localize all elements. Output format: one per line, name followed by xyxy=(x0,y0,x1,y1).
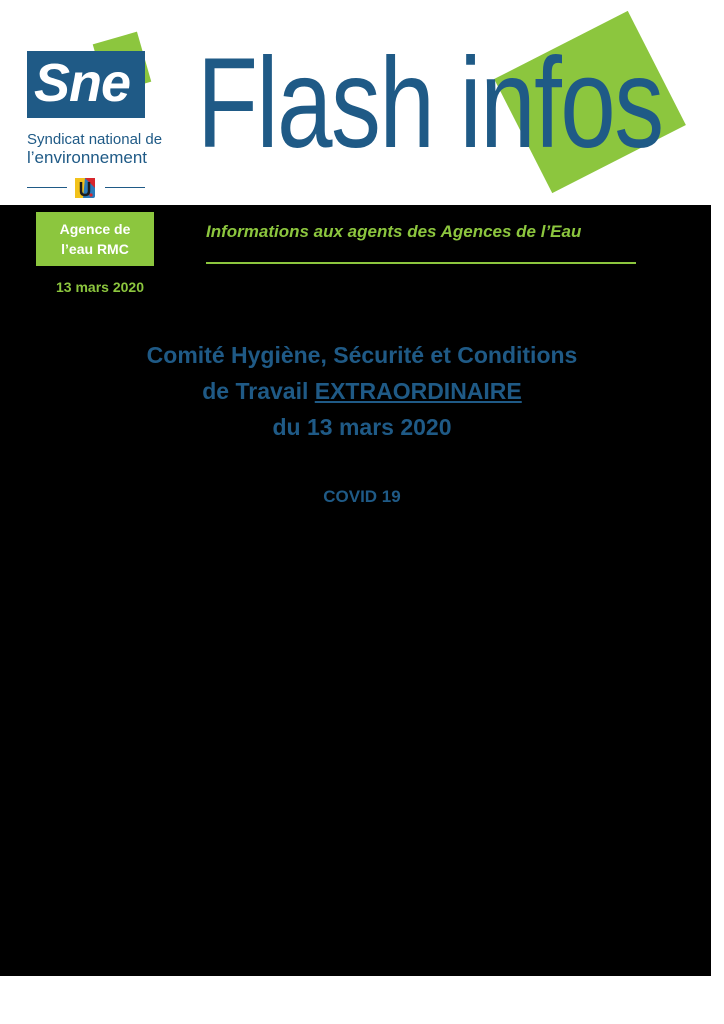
union-logo-icon xyxy=(73,176,97,200)
covid-label: COVID 19 xyxy=(323,487,401,506)
info-divider xyxy=(206,262,636,264)
document-title xyxy=(0,337,724,445)
page-edge-strip xyxy=(711,205,724,976)
agency-line2: l’eau RMC xyxy=(61,241,129,257)
date-label: 13 mars 2020 xyxy=(56,279,144,295)
title-line3: du 13 mars 2020 xyxy=(272,414,452,440)
logo-divider-right xyxy=(105,187,145,188)
document-body-area xyxy=(0,205,724,976)
logo-subtitle-line2: l’environnement xyxy=(27,148,148,167)
logo-subtitle-line1: Syndicat national de xyxy=(27,131,163,148)
info-tagline: Informations aux agents des Agences de l’Eau xyxy=(206,222,582,241)
agency-line1: Agence de xyxy=(59,221,131,237)
title-line2-emphasis: EXTRAORDINAIRE xyxy=(314,378,522,404)
agency-badge xyxy=(36,212,154,266)
title-line2 xyxy=(0,373,724,409)
flash-title: Flash infos xyxy=(197,32,663,175)
logo-text: Sne xyxy=(34,53,131,113)
title-line1: Comité Hygiène, Sécurité et Conditions xyxy=(146,342,578,368)
title-line2-prefix: de Travail xyxy=(202,378,309,404)
logo-divider-left xyxy=(27,187,67,188)
